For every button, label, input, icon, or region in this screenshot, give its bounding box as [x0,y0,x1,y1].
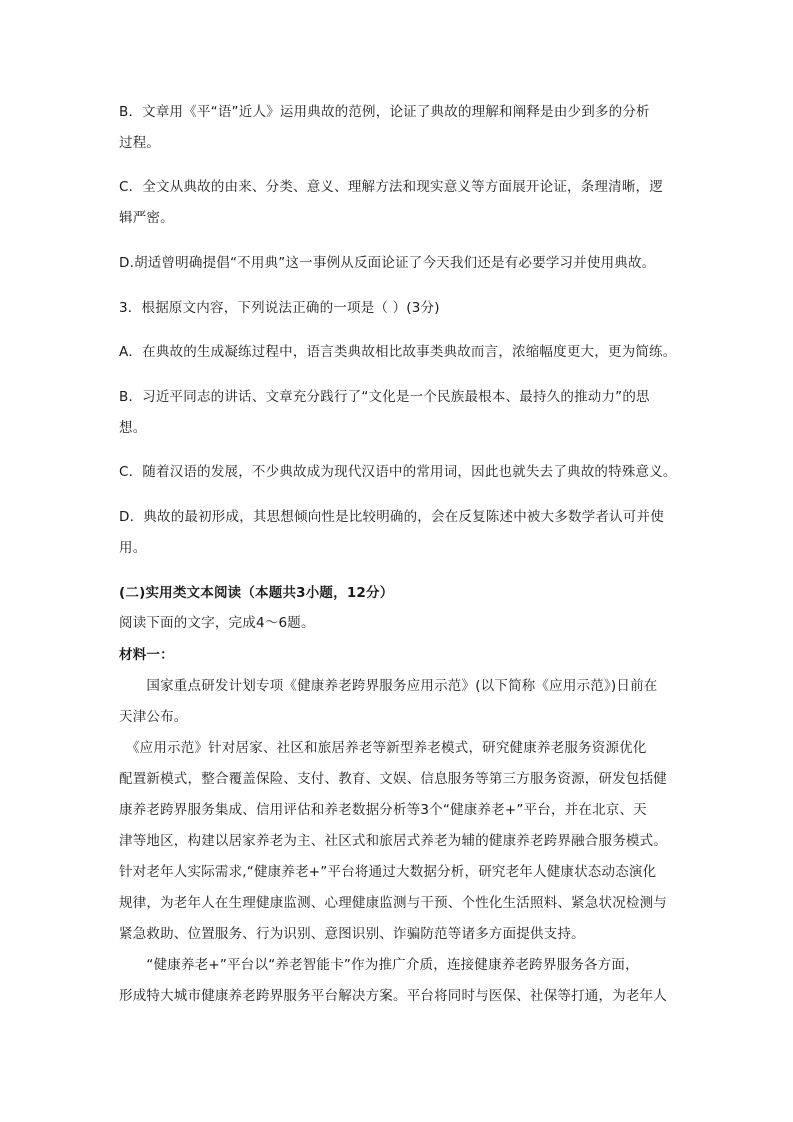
paragraph-1-line1: 国家重点研发计划专项《健康养老跨界服务应用示范》(以下简称《应用示范》)日前在 [119,678,658,694]
paragraph-2-line4: 津等地区，构建以居家养老为主、社区式和旅居式养老为辅的健康养老跨界融合服务模式。 [119,833,667,849]
q3-option-d-line2: 用。 [119,540,147,556]
paragraph-3-line1: “健康养老+”平台以“养老智能卡”作为推广介质，连接健康养老跨界服务各方面， [119,957,639,973]
paragraph-1-line2: 天津公布。 [119,709,188,725]
q2-option-b-line2: 过程。 [119,135,161,151]
paragraph-2-line3: 康养老跨界服务集成、信用评估和养老数据分析等3个“健康养老+”平台，并在北京、天 [119,802,647,818]
paragraph-2-line7: 紧急救助、位置服务、行为识别、意图识别、诈骗防范等诸多方面提供支持。 [119,926,585,942]
q3-option-b-line2: 想。 [119,420,147,436]
q2-option-d: D.胡适曾明确提倡“不用典”这一事例从反面论证了今天我们还是有必要学习并使用典故。 [119,255,656,271]
q2-option-b-line1: B．文章用《平“语”近人》运用典故的范例，论证了典故的理解和阐释是由少到多的分析 [119,104,650,120]
material-label: 材料一： [119,647,174,663]
q3-stem: 3．根据原文内容，下列说法正确的一项是（ ）(3分) [119,300,440,316]
q3-option-b-line1: B．习近平同志的讲话、文章充分践行了“文化是一个民族最根本、最持久的推动力”的思 [119,389,650,405]
paragraph-2-line1: 《应用示范》针对居家、社区和旅居养老等新型养老模式，研究健康养老服务资源优化 [119,740,647,756]
q2-option-c-line1: C．全文从典故的由来、分类、意义、理解方法和现实意义等方面展开论证，条理清晰，逻 [119,179,663,195]
paragraph-2-line6: 规律，为老年人在生理健康监测、心理健康监测与干预、个性化生活照料、紧急状况检测与 [119,895,667,911]
section-heading: (二)实用类文本阅读（本题共3小题，12分） [119,585,394,601]
paragraph-2-line5: 针对老年人实际需求,“健康养老+”平台将通过大数据分析，研究老年人健康状态动态演化 [119,864,657,880]
paragraph-3-line2: 形成特大城市健康养老跨界服务平台解决方案。平台将同时与医保、社保等打通，为老年人 [119,988,667,1004]
q3-option-d-line1: D．典故的最初形成，其思想倾向性是比较明确的，会在反复陈述中被大多数学者认可并使 [119,509,664,525]
paragraph-2-line2: 配置新模式，整合覆盖保险、支付、教育、文娱、信息服务等第三方服务资源，研发包括健 [119,771,667,787]
q2-option-c-line2: 辑严密。 [119,210,174,226]
q3-option-c: C．随着汉语的发展，不少典故成为现代汉语中的常用词，因此也就失去了典故的特殊意义。 [119,464,677,480]
q3-option-a: A．在典故的生成凝练过程中，语言类典故相比故事类典故而言，浓缩幅度更大，更为简练。 [119,344,677,360]
section-instruction: 阅读下面的文字，完成4～6题。 [119,615,315,631]
